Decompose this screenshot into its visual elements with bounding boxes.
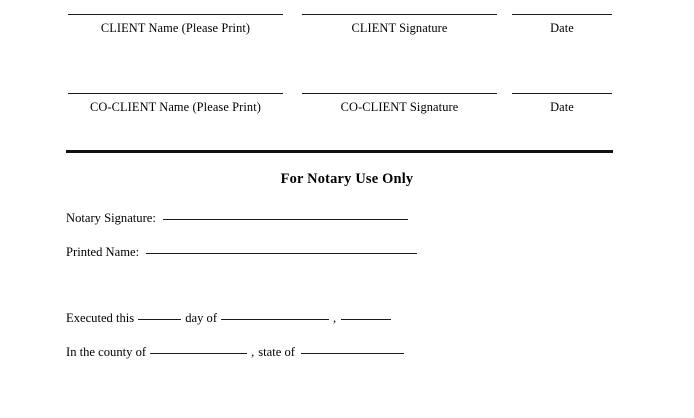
coclient-name-field[interactable]: [68, 93, 283, 115]
executed-year-input[interactable]: [341, 319, 391, 320]
client-name-caption: CLIENT Name (Please Print): [100, 21, 251, 35]
state-of-label: state of: [258, 345, 295, 359]
county-comma: ,: [251, 345, 255, 359]
coclient-signature-row: [0, 93, 694, 139]
client-signature-row: [0, 14, 694, 60]
notary-signature-row: [66, 210, 409, 226]
notary-county-row: [66, 344, 405, 360]
client-name-rule[interactable]: [68, 14, 283, 15]
executed-month-input[interactable]: [221, 319, 329, 320]
state-input[interactable]: [301, 353, 404, 354]
client-signature-caption: CLIENT Signature: [351, 21, 448, 35]
coclient-signature-rule[interactable]: [302, 93, 497, 94]
coclient-name-rule[interactable]: [68, 93, 283, 94]
notary-signature-input[interactable]: [163, 219, 408, 220]
coclient-date-rule[interactable]: [512, 93, 612, 94]
notary-section-heading: For Notary Use Only: [280, 171, 414, 187]
executed-lead-label: Executed this: [66, 311, 135, 325]
executed-day-of-label: day of: [185, 311, 218, 325]
county-input[interactable]: [150, 353, 247, 354]
coclient-signature-caption: CO-CLIENT Signature: [340, 100, 459, 114]
notary-printed-name-label: Printed Name:: [66, 245, 140, 259]
county-lead-label: In the county of: [66, 345, 147, 359]
coclient-name-caption: CO-CLIENT Name (Please Print): [90, 100, 261, 114]
notary-printed-name-input[interactable]: [146, 253, 417, 254]
section-divider: [66, 150, 613, 153]
executed-comma: ,: [333, 311, 337, 325]
client-name-field[interactable]: [68, 14, 283, 36]
coclient-signature-field[interactable]: [302, 93, 497, 115]
client-signature-rule[interactable]: [302, 14, 497, 15]
coclient-date-caption: Date: [550, 100, 574, 114]
coclient-date-field[interactable]: [512, 93, 612, 115]
client-date-caption: Date: [550, 21, 574, 35]
notary-executed-row: [66, 310, 392, 326]
notary-signature-label: Notary Signature:: [66, 211, 156, 225]
client-date-field[interactable]: [512, 14, 612, 36]
executed-day-input[interactable]: [138, 319, 181, 320]
notary-printed-name-row: [66, 244, 418, 260]
client-signature-field[interactable]: [302, 14, 497, 36]
client-date-rule[interactable]: [512, 14, 612, 15]
